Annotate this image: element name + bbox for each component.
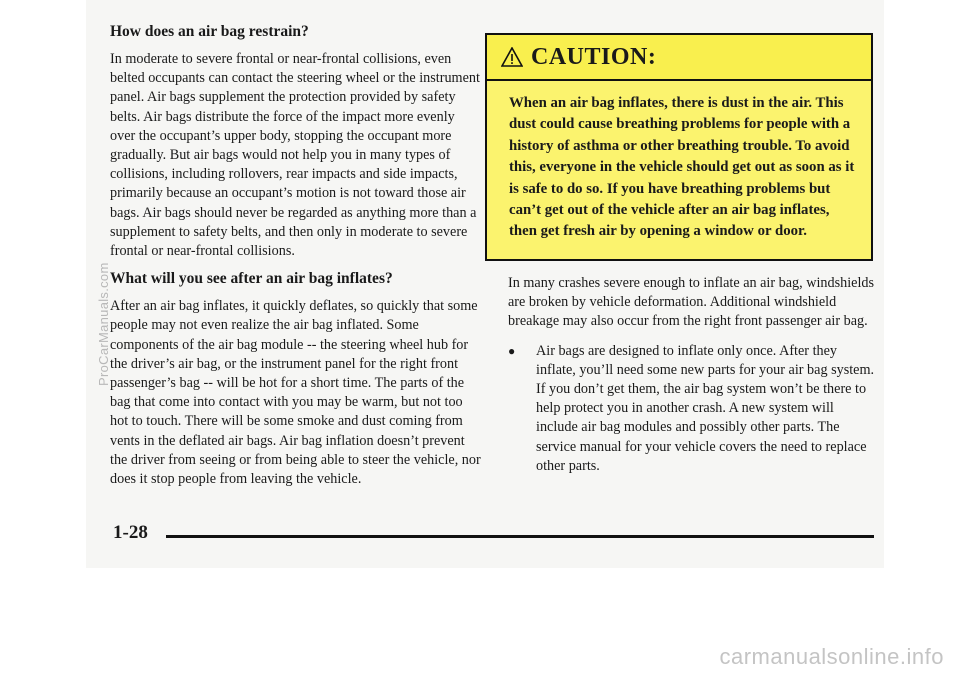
- footer-divider: [166, 535, 874, 538]
- bullet-text: Air bags are designed to inflate only once. After they inflate, you’ll need some new parts for your air bag system. If you don’t get them, the air bag system won’t be there to help protect you in another crash. A new system will include air bag modules and possibly other parts. The service manual for your vehicle covers the need to replace other parts.: [536, 342, 875, 474]
- paragraph-restrain: In moderate to severe frontal or near-frontal collisions, even belted occupants can contact the steering wheel or the instrument panel. Air bags supplement the protection provided by safety belts. Air bags distribute the force of the impact more evenly over the occupant’s upper body, stopping the occupant more gradually. But air bags would not help you in many types of collisions, including rollovers, rear impacts and side impacts, primarily because an occupant’s motion is not toward those air bags. Air bags should never be regarded as anything more than a supplement to safety belts, and then only in moderate to severe frontal or near-frontal collisions.: [110, 51, 480, 260]
- watermark-vertical: ProCarManuals.com: [96, 262, 111, 386]
- left-column: [110, 22, 482, 497]
- paragraph-windshield: In many crashes severe enough to inflate an air bag, windshields are broken by vehicle deformation. Additional windshield breakage may also occur from the right front passenger air bag.: [508, 275, 875, 330]
- page-number: 1-28: [113, 522, 148, 543]
- right-column: [508, 274, 878, 476]
- caution-header: [487, 35, 871, 81]
- caution-box: [485, 33, 873, 261]
- heading-after-inflate: What will you see after an air bag inflates?: [110, 270, 393, 288]
- warning-triangle-icon: [501, 47, 523, 67]
- caution-title: CAUTION:: [531, 43, 657, 70]
- caution-text: When an air bag inflates, there is dust in the air. This dust could cause breathing problems for people with a history of asthma or other breathing trouble. To avoid this, everyone in the vehicle should get out as soon as it is safe to do so. If you have breathing problems but can’t get out of the vehicle after an air bag inflates, then get fresh air by opening a window or door.: [509, 95, 855, 240]
- heading-restrain: How does an air bag restrain?: [110, 23, 309, 40]
- list-item: [508, 342, 878, 476]
- bullet-icon: ●: [508, 343, 516, 358]
- paragraph-after-inflate: After an air bag inflates, it quickly deflates, so quickly that some people may not even realize the air bag inflated. Some components of the air bag module -- the steering wheel hub for the driver’s air bag, or the instrument panel for the right front passenger’s bag -- will be hot for a short time. The parts of the bag that come into contact with you may be warm, but not too hot to touch. There will be some smoke and dust coming from vents in the deflated air bags. Air bag inflation doesn’t prevent the driver from seeing or from being able to steer the vehicle, nor does it stop people from leaving the vehicle.: [110, 298, 481, 488]
- watermark-bottom: carmanualsonline.info: [719, 644, 944, 669]
